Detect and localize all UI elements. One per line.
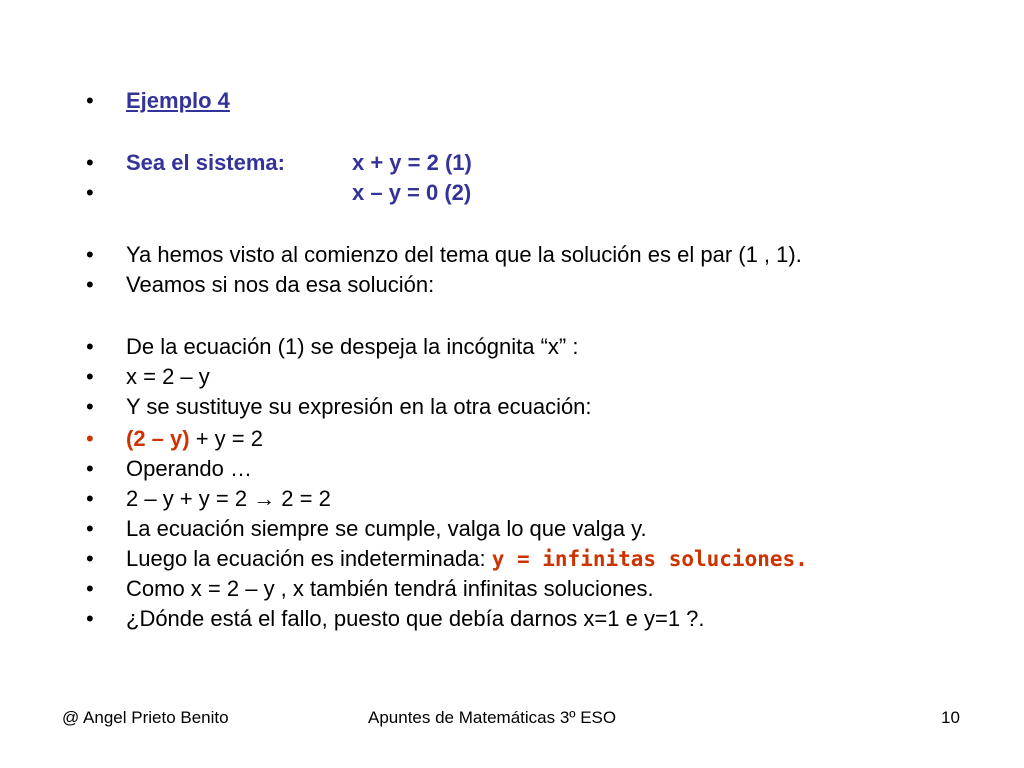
text-line-11 (0, 574, 1024, 604)
text-l10-start: Luego la ecuación es indeterminada: (126, 546, 492, 571)
bullet: • (86, 576, 94, 601)
text-line-5 (0, 392, 1024, 422)
bullet: • (86, 486, 94, 511)
bullet: • (86, 88, 94, 113)
system-equation-2: x – y = 0 (2) (352, 180, 472, 205)
text-l11: Como x = 2 – y , x también tendrá infinitas soluciones. (126, 576, 654, 601)
text-l6 (126, 424, 263, 454)
infinite-solutions-highlight: y = infinitas soluciones. (491, 547, 808, 571)
text-l6-rest: + y = 2 (189, 426, 263, 451)
system-eq1-line (0, 148, 1024, 178)
text-l3: De la ecuación (1) se despeja la incógnita “x” : (126, 334, 579, 359)
bullet: • (86, 180, 94, 205)
text-line-8 (0, 484, 1024, 514)
example-title: Ejemplo 4 (126, 88, 230, 113)
text-l10 (126, 544, 808, 574)
text-l7: Operando … (126, 456, 252, 481)
bullet: • (86, 364, 94, 389)
text-l4: x = 2 – y (126, 364, 210, 389)
text-line-12 (0, 604, 1024, 634)
bullet: • (86, 394, 94, 419)
bullet: • (86, 546, 94, 571)
system-equation-1: x + y = 2 (1) (352, 150, 472, 175)
footer-page-number: 10 (941, 708, 960, 727)
text-line-4 (0, 362, 1024, 392)
text-line-1 (0, 240, 1024, 270)
system-label: Sea el sistema: (126, 150, 285, 175)
footer-author: @ Angel Prieto Benito (62, 708, 229, 727)
text-l5: Y se sustituye su expresión en la otra ecuación: (126, 394, 592, 419)
example-title-line (0, 86, 1024, 116)
bullet: • (86, 426, 94, 451)
text-l2: Veamos si nos da esa solución: (126, 272, 435, 297)
bullet: • (86, 242, 94, 267)
bullet: • (86, 606, 94, 631)
bullet: • (86, 150, 94, 175)
text-l9: La ecuación siempre se cumple, valga lo que valga y. (126, 516, 647, 541)
text-l1: Ya hemos visto al comienzo del tema que la solución es el par (1 , 1). (126, 242, 802, 267)
text-line-2 (0, 270, 1024, 300)
bullet: • (86, 456, 94, 481)
bullet: • (86, 516, 94, 541)
substituted-expression: (2 – y) (126, 426, 190, 451)
bullet: • (86, 334, 94, 359)
text-line-7 (0, 454, 1024, 484)
text-l12: ¿Dónde está el fallo, puesto que debía darnos x=1 e y=1 ?. (126, 606, 705, 631)
text-l8: 2 – y + y = 2 → 2 = 2 (126, 486, 331, 511)
text-line-6 (0, 424, 1024, 454)
bullet: • (86, 272, 94, 297)
footer-course: Apuntes de Matemáticas 3º ESO (368, 708, 617, 727)
system-eq2-line (0, 178, 1024, 208)
text-line-9 (0, 514, 1024, 544)
text-line-3 (0, 332, 1024, 362)
text-line-10 (0, 544, 1024, 574)
